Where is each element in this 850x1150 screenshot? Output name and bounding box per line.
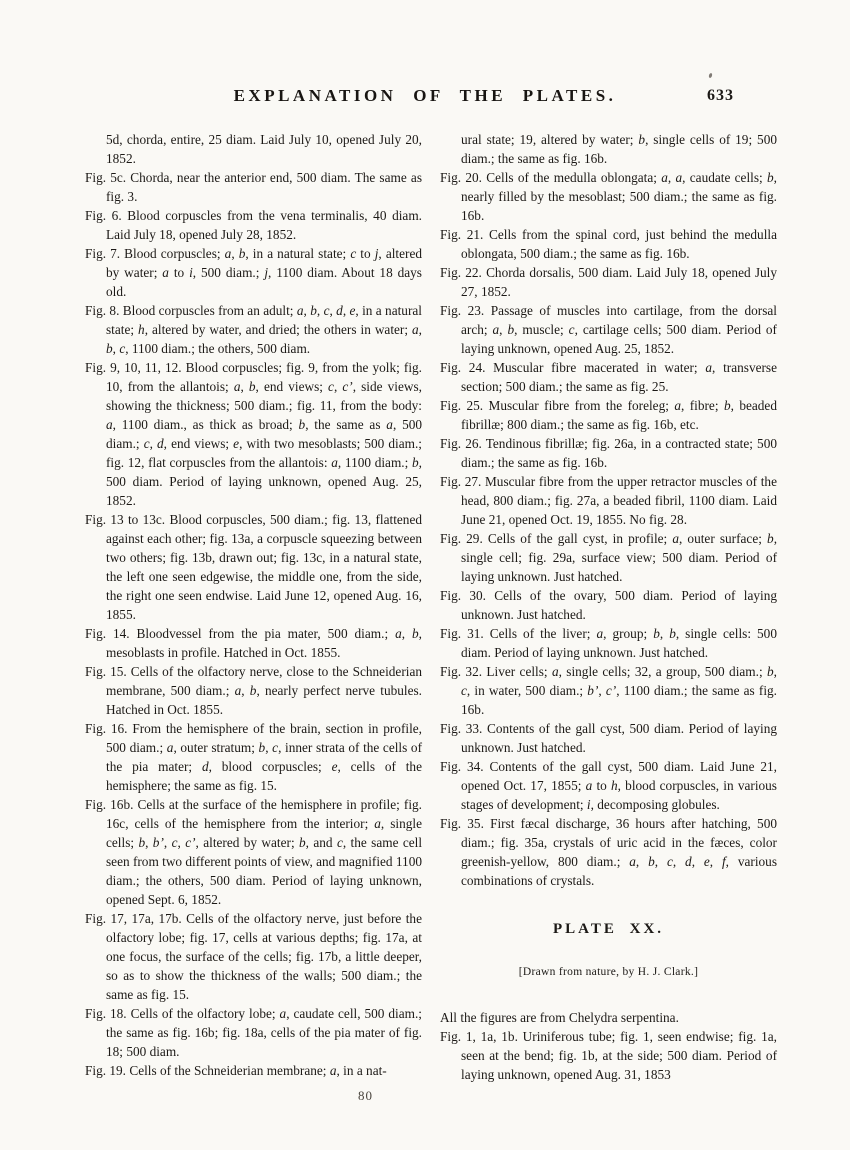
figure-entry: Fig. 33. Contents of the gall cyst, 500 diam. Period of laying unknown. Just hatched.	[440, 721, 777, 755]
figure-entry: Fig. 14. Bloodvessel from the pia mater, 500 diam.; a, b, mesoblasts in profile. Hatched in Oct. 1855.	[85, 626, 422, 660]
figure-entry: Fig. 19. Cells of the Schneiderian membrane; a, in a nat-	[85, 1063, 387, 1078]
figure-entry: Fig. 21. Cells from the spinal cord, just behind the medulla oblongata, 500 diam.; the same as fig. 16b.	[440, 227, 777, 261]
ink-speck	[708, 73, 712, 79]
plate-attribution: [Drawn from nature, by H. J. Clark.]	[518, 966, 699, 978]
plate-figure-entry: Fig. 1, 1a, 1b. Uriniferous tube; fig. 1, seen endwise; fig. 1a, seen at the bend; fig. 1b, at the side; 500 diam. Period of laying unknown, opened Aug. 31, 1853	[440, 1029, 777, 1082]
figure-entry: Fig. 8. Blood corpuscles from an adult; a, b, c, d, e, in a natural state; h, altered by water, and dried; the others in water; a, b, c, 1100 diam.; the others, 500 diam.	[85, 303, 422, 356]
figure-entry: Fig. 31. Cells of the liver; a, group; b, b, single cells: 500 diam. Period of laying unknown. Just hatched.	[440, 626, 777, 660]
figure-entry: Fig. 32. Liver cells; a, single cells; 32, a group, 500 diam.; b, c, in water, 500 diam.; b’, c’, 1100 diam.; the same as fig. 16b.	[440, 664, 777, 717]
figure-entry: Fig. 27. Muscular fibre from the upper retractor muscles of the head, 800 diam.; fig. 27a, a beaded fibril, 1100 diam. Laid June 21, opened Oct. 19, 1855. No fig. 28.	[440, 474, 777, 527]
figure-entry: Fig. 6. Blood corpuscles from the vena terminalis, 40 diam. Laid July 18, opened July 28, 1852.	[85, 208, 422, 242]
figure-entry: Fig. 15. Cells of the olfactory nerve, close to the Schneiderian membrane, 500 diam.; a, b, nearly perfect nerve tubules. Hatched in Oct. 1855.	[85, 664, 422, 717]
figure-entry: Fig. 22. Chorda dorsalis, 500 diam. Laid July 18, opened July 27, 1852.	[440, 265, 777, 299]
signature-mark: 80	[358, 1088, 373, 1103]
plate-heading: PLATE XX.	[552, 921, 665, 937]
figure-entry: Fig. 7. Blood corpuscles; a, b, in a natural state; c to j, altered by water; a to i, 500 diam.; j, 1100 diam. About 18 days old.	[85, 246, 422, 299]
figure-entry: Fig. 5c. Chorda, near the anterior end, 500 diam. The same as fig. 3.	[85, 170, 422, 204]
figure-entry: Fig. 25. Muscular fibre from the foreleg; a, fibre; b, beaded fibrillæ; 800 diam.; the same as fig. 16b, etc.	[440, 398, 777, 432]
figure-entry: Fig. 29. Cells of the gall cyst, in profile; a, outer surface; b, single cell; fig. 29a, surface view; 500 diam. Period of laying unknown. Just hatched.	[440, 531, 778, 584]
right-column	[440, 130, 777, 1084]
figure-entry: Fig. 18. Cells of the olfactory lobe; a, caudate cell, 500 diam.; the same as fig. 16b; fig. 18a, cells of the pia mater of fig. 18; 500 diam.	[85, 1006, 422, 1059]
figure-entry: Fig. 35. First fæcal discharge, 36 hours after hatching, 500 diam.; fig. 35a, crystals of uric acid in the fæces, color greenish-yellow, 800 diam.; a, b, c, d, e, f, various combinations of crystals.	[440, 816, 777, 888]
figure-entry: Fig. 9, 10, 11, 12. Blood corpuscles; fig. 9, from the yolk; fig. 10, from the allantois; a, b, end views; c, c’, side views, showing the thickness; 500 diam.; fig. 11, from the body: a, 1100 diam., as thick as broad; b, the same as a, 500 diam.; c, d, end views; e, with two mesoblasts; 500 diam.; fig. 12, flat corpuscles from the allantois: a, 1100 diam.; b, 500 diam. Period of laying unknown, opened Aug. 25, 1852.	[85, 360, 423, 508]
figure-entry: Fig. 24. Muscular fibre macerated in water; a, transverse section; 500 diam.; the same as fig. 25.	[440, 360, 777, 394]
figure-entry: Fig. 23. Passage of muscles into cartilage, from the dorsal arch; a, b, muscle; c, cartilage cells; 500 diam. Period of laying unknown, opened Aug. 25, 1852.	[440, 303, 777, 356]
figure-entry: Fig. 17, 17a, 17b. Cells of the olfactory nerve, just before the olfactory lobe; fig. 17, cells at various depths; fig. 17a, at one focus, the surface of the cells; fig. 17b, a little deeper, so as to show the thickness of the walls; 500 diam.; the same as fig. 15.	[85, 911, 422, 1002]
figure-entry: 5d, chorda, entire, 25 diam. Laid July 10, opened July 20, 1852.	[106, 132, 422, 166]
figure-entry: Fig. 20. Cells of the medulla oblongata; a, a, caudate cells; b, nearly filled by the mesoblast; 500 diam.; the same as fig. 16b.	[440, 170, 777, 223]
figure-entry: Fig. 26. Tendinous fibrillæ; fig. 26a, in a contracted state; 500 diam.; the same as fig. 16b.	[440, 436, 777, 470]
figure-entry: Fig. 16. From the hemisphere of the brain, section in profile, 500 diam.; a, outer stratum; b, c, inner strata of the cells of the pia mater; d, blood corpuscles; e, cells of the hemisphere; the same as fig. 15.	[85, 721, 422, 793]
plate-note: All the figures are from Chelydra serpentina.	[440, 1010, 679, 1025]
figure-entry: Fig. 30. Cells of the ovary, 500 diam. Period of laying unknown. Just hatched.	[440, 588, 777, 622]
figure-entry: Fig. 13 to 13c. Blood corpuscles, 500 diam.; fig. 13, flattened against each other; fig. 13a, a corpuscle squeezing between two others; fig. 13b, drawn out; fig. 13c, in a natural state, the left one seen edgewise, the middle one, from the side, the right one seen endwise. Laid June 12, opened Aug. 16, 1855.	[85, 512, 422, 622]
figure-entry: Fig. 34. Contents of the gall cyst, 500 diam. Laid June 21, opened Oct. 17, 1855; a to h, blood corpuscles, in various stages of development; i, decomposing globules.	[440, 759, 777, 812]
left-column	[85, 130, 422, 1084]
page-title: EXPLANATION OF THE PLATES.	[233, 86, 617, 105]
figure-entry: Fig. 16b. Cells at the surface of the hemisphere in profile; fig. 16c, cells of the hemisphere from the interior; a, single cells; b, b’, c, c’, altered by water; b, and c, the same cell seen from two different points of view, and magnified 1100 diam.; the others, 500 diam. Period of laying unknown, opened Sept. 6, 1852.	[85, 797, 423, 907]
page-number: 633	[707, 87, 734, 104]
figure-entry: ural state; 19, altered by water; b, single cells of 19; 500 diam.; the same as fig. 16b.	[461, 132, 777, 166]
text-columns	[85, 130, 777, 1084]
page-header	[0, 86, 850, 110]
